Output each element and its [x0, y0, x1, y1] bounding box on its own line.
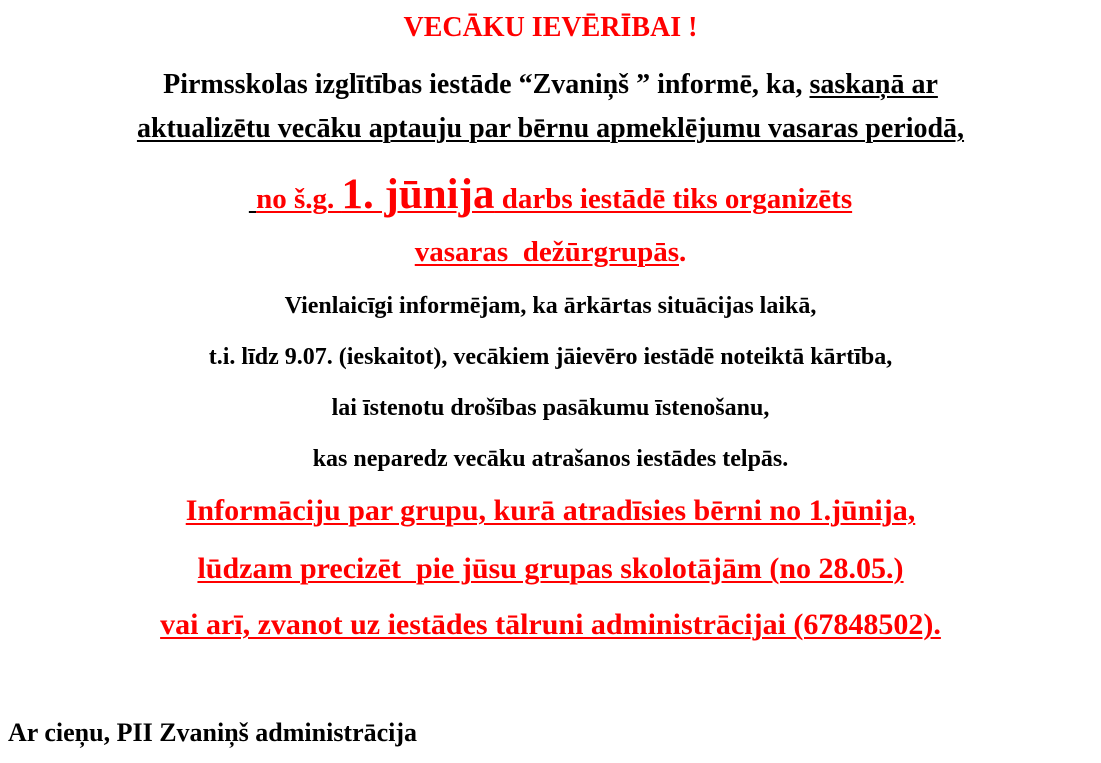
signature: Ar cieņu, PII Zvaniņš administrācija: [8, 718, 418, 747]
highlight-line-1: [0, 173, 1101, 216]
highlight-duty-groups: vasaras dežūrgrupās: [414, 236, 679, 268]
red-info-text: vai arī, zvanot uz iestādes tālruni administrācijai (67848502).: [160, 608, 941, 641]
red-info-line: [0, 496, 1101, 526]
notice-title: VECĀKU IEVĒRĪBAI !: [403, 12, 698, 43]
highlight-date: 1. jūnija: [341, 171, 495, 218]
highlight-period: .: [678, 236, 687, 268]
intro-line-2: [0, 115, 1101, 143]
red-info-text: lūdzam precizēt pie jūsu grupas skolotājām (no 28.05.): [197, 552, 904, 585]
highlight-prefix: no š.g.: [256, 183, 342, 215]
body-line: kas neparedz vecāku atrašanos iestādes telpās.: [312, 446, 789, 472]
body-line: t.i. līdz 9.07. (ieskaitot), vecākiem jāievēro iestādē noteiktā kārtība,: [208, 344, 893, 370]
red-info-line: [0, 554, 1101, 584]
intro-text: Pirmsskolas izglītības iestāde “Zvaniņš ” informē, ka,: [163, 69, 810, 100]
body-line: Vienlaicīgi informējam, ka ārkārtas situācijas laikā,: [284, 293, 817, 319]
intro-line-1: [0, 71, 1101, 99]
intro-underlined-line: aktualizētu vecāku aptauju par bērnu apmeklējumu vasaras periodā,: [136, 113, 965, 144]
intro-underlined-text: saskaņā ar: [809, 69, 938, 100]
red-info-text: Informāciju par grupu, kurā atradīsies bērni no 1.jūnija,: [185, 494, 916, 527]
red-info-line: [0, 610, 1101, 640]
highlight-suffix: darbs iestādē tiks organizēts: [494, 183, 853, 215]
highlight-line-2: [0, 238, 1101, 267]
body-line: lai īstenotu drošības pasākumu īstenošanu,: [331, 395, 770, 421]
